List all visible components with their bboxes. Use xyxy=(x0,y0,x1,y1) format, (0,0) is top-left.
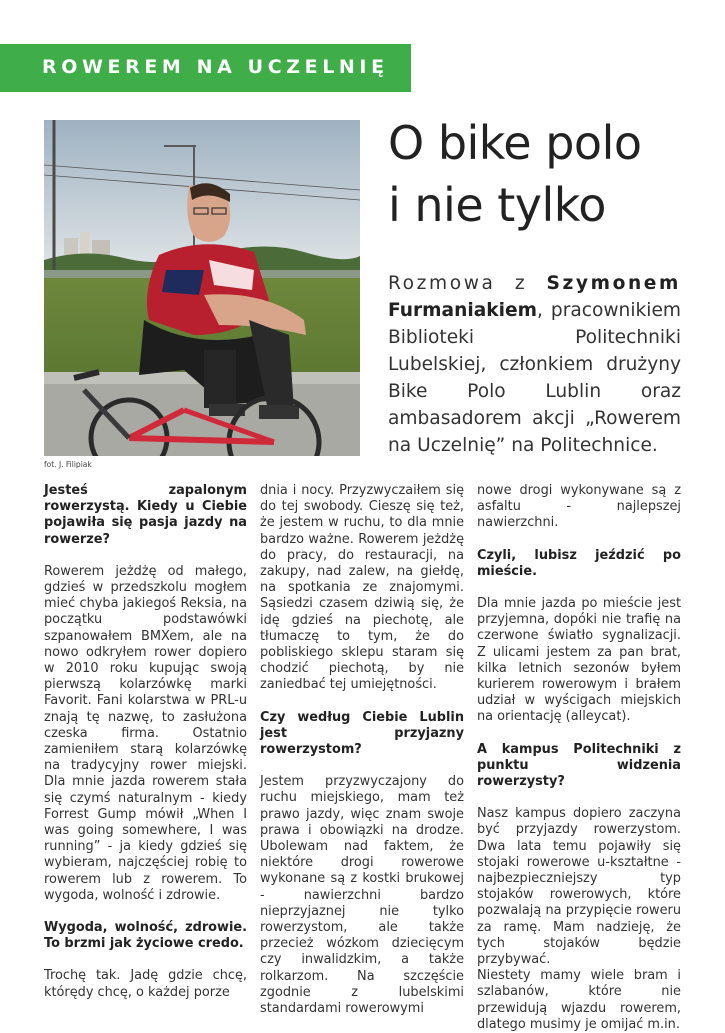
lead-name-part2: Furmaniakiem xyxy=(388,300,537,321)
section-banner xyxy=(0,44,411,92)
question: Czyli, lubisz jeździć po mieście. xyxy=(477,547,681,579)
question: A kampus Politechniki z punktu widzenia rowerzysty? xyxy=(477,741,681,790)
answer: nowe drogi wykonywane są z asfaltu - najlepszej nawierzchni. xyxy=(477,483,681,531)
column-1 xyxy=(44,483,247,1001)
article-lead xyxy=(388,270,681,459)
question: Jesteś zapalonym rowerzystą. Kiedy u Ciebie pojawiła się pasja jazdy na rowerze? xyxy=(44,483,247,547)
column-3 xyxy=(477,483,681,1033)
headline-line-2: i nie tylko xyxy=(388,178,606,232)
answer: Dla mnie jazda po mieście jest przyjemna, dopóki nie trafię na czerwone światło sygnalizacji. Z ulicami jestem za pan brat, kilka letnich sezonów byłem kurierem rowerowym i brałem udział w wyścigach miejskich na orientację (alleycat). xyxy=(477,596,681,725)
question: Wygoda, wolność, zdrowie. To brzmi jak życiowe credo. xyxy=(44,920,247,952)
answer: dnia i nocy. Przyzwyczaiłem się do tej swobody. Cieszę się też, że jestem w ruchu, to dla mnie bardzo ważne. Rowerem jeżdżę do pracy, do restauracji, na zakupy, nad zalew, na giełdę, na spotkania ze znajomymi. Sąsiedzi czasem dziwią się, że idę gdzieś na piechotę, ale tłumaczę to tym, że do pobliskiego sklepu staram się chodzić piechotą, by nie zaniedbać tej umiejętności. xyxy=(260,483,464,693)
answer: Niestety mamy wiele bram i szlabanów, które nie przewidują wjazdu rowerem, dlatego musimy je omijać m.in. xyxy=(477,968,681,1032)
section-banner-label: ROWEREM NA UCZELNIĘ xyxy=(42,56,389,78)
lead-prefix: Rozmowa z xyxy=(388,273,547,294)
answer: Nasz kampus dopiero zaczyna być przyjazdy rowerzystom. Dwa lata temu pojawiły się stojaki rowerowe u-kształtne - najbezpieczniejszy typ stojaków rowerowych, które pozwalają na przypięcie roweru za ramę. Mam nadzieję, że tych stojaków będzie przybywać. xyxy=(477,806,681,968)
interview-photo xyxy=(44,120,360,456)
headline-line-1: O bike polo xyxy=(388,116,642,170)
question: Czy według Ciebie Lublin jest przyjazny rowerzystom? xyxy=(260,709,464,758)
lead-rest: , pracownikiem Biblioteki Politechniki Lubelskiej, członkiem drużyny Bike Polo Lublin oraz ambasadorem akcji „Rowerem na Uczelnię” na Politechnice. xyxy=(388,300,681,456)
answer: Jestem przyzwyczajony do ruchu miejskiego, mam też prawo jazdy, więc znam swoje prawa i obowiązki na drodze. Ubolewam nad faktem, że niektóre drogi rowerowe wykonane są z kostki brukowej - nawierzchni bardzo nieprzyjaznej nie tylko rowerzystom, ale także przecież wózkom dziecięcym czy inwalidzkim, a także rolkarzom. Na szczęście zgodnie z lubelskimi standardami rowerowymi xyxy=(260,774,464,1017)
article-headline xyxy=(388,112,718,236)
answer: Rowerem jeżdżę od małego, gdzieś w przedszkolu mogłem mieć chyba jakiegoś Reksia, na początku podstawówki szpanowałem BMXem, ale na nowo odkryłem rower dopiero w 2010 roku kupując swoją pierwszą kolarzówkę marki Favorit. Fani kolarstwa w PRL-u znają tę nazwę, to zasłużona czeska firma. Ostatnio zamieniłem starą kolarzówkę na tradycyjny rower miejski. Dla mnie jazda rowerem stała się czymś naturalnym - kiedy Forrest Gump mówił „When I was going somewhere, I was running” - ja kiedy gdzieś się wybieram, najczęściej robię to rowerem lub z rowerem. To wygoda, wolność i zdrowie. xyxy=(44,563,247,903)
column-2 xyxy=(260,483,464,1017)
photo-credit: fot. J. Filipiak xyxy=(44,460,92,469)
lead-name-part1: Szymonem xyxy=(546,273,681,294)
answer: Trochę tak. Jadę gdzie chcę, którędy chcę, o każdej porze xyxy=(44,968,247,1000)
